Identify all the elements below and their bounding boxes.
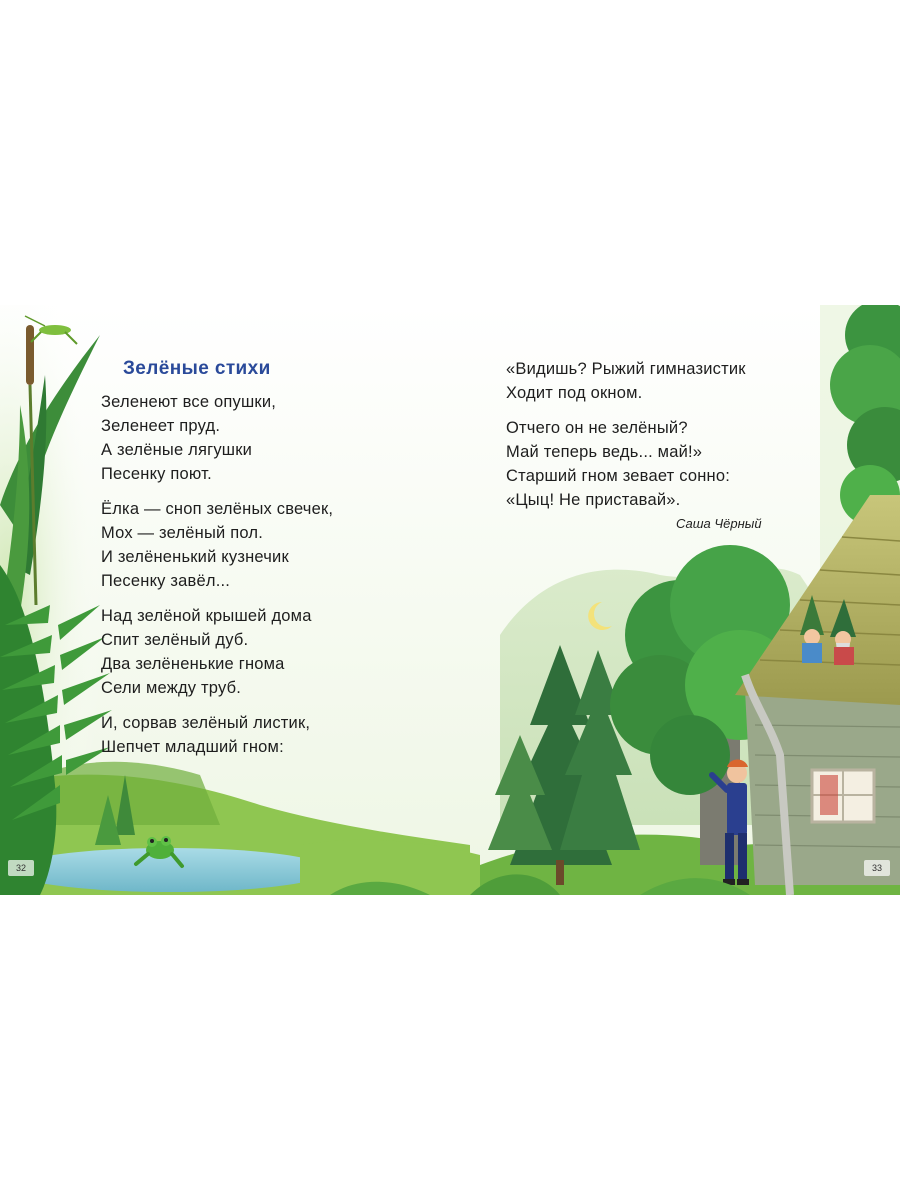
poem-line: И, сорвав зелёный листик, xyxy=(101,714,311,732)
poem-line: Старший гном зевает сонно: xyxy=(506,467,731,485)
poem-line: «Цыц! Не приставай». xyxy=(506,491,681,509)
poem-line: Над зелёной крышей дома xyxy=(101,607,312,625)
poem-line: Два зелёненькие гнома xyxy=(101,655,285,673)
poem-line: Зеленеют все опушки, xyxy=(101,393,277,411)
poem-line: Спит зелёный дуб. xyxy=(101,631,249,649)
stanza xyxy=(101,390,333,486)
poem-right-column xyxy=(506,357,746,523)
stanza xyxy=(101,604,333,700)
poem-title: Зелёные стихи xyxy=(123,358,271,379)
poem-line: И зелёненький кузнечик xyxy=(101,548,289,566)
page-number-right: 33 xyxy=(864,860,890,876)
poem-line: «Видишь? Рыжий гимназистик xyxy=(506,360,746,378)
poem-line: Шепчет младший гном: xyxy=(101,738,284,756)
stanza xyxy=(506,357,746,405)
poem-line: Отчего он не зелёный? xyxy=(506,419,688,437)
poem-line: Май теперь ведь... май!» xyxy=(506,443,703,461)
poem-line: Сели между труб. xyxy=(101,679,242,697)
poem-author: Саша Чёрный xyxy=(676,516,762,531)
stanza xyxy=(101,497,333,593)
page-number-left: 32 xyxy=(8,860,34,876)
stanza xyxy=(101,711,333,759)
book-spread xyxy=(0,305,900,895)
poem-line: Зеленеет пруд. xyxy=(101,417,221,435)
poem-line: Мох — зелёный пол. xyxy=(101,524,263,542)
poem-line: Песенку завёл... xyxy=(101,572,231,590)
poem-line: Песенку поют. xyxy=(101,465,212,483)
poem-line: Ходит под окном. xyxy=(506,384,643,402)
stanza xyxy=(506,416,746,512)
poem-line: Ёлка — сноп зелёных свечек, xyxy=(101,500,334,518)
poem-left-column xyxy=(101,390,333,770)
poem-line: А зелёные лягушки xyxy=(101,441,253,459)
